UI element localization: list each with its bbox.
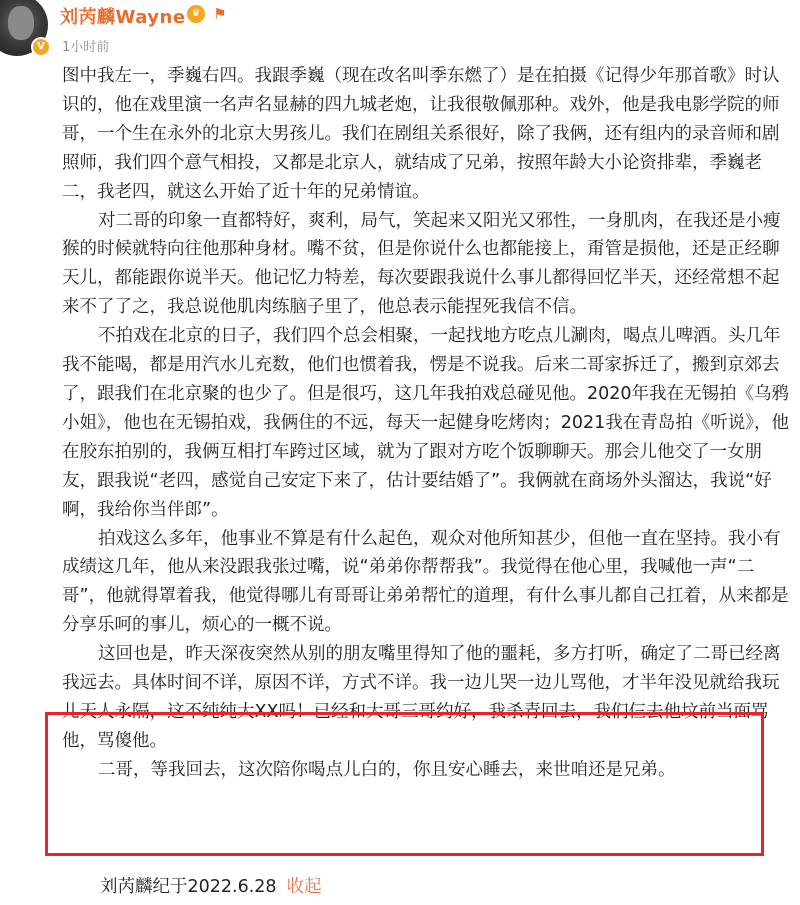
post-signature: 刘芮麟纪于2022.6.28 xyxy=(100,877,277,897)
vip-icon[interactable]: ♛ xyxy=(187,5,205,23)
post-paragraph-5: 这回也是，昨天深夜突然从别的朋友嘴里得知了他的噩耗，多方打听，确定了二哥已经离我远去。具体时间不详，原因不详，方式不详。我一边儿哭一边儿骂他，才半年没见就给我玩儿天人永隔，这不纯纯大XX吗！已经和大哥三哥约好，我杀青回去，我们仨去他坟前当面骂他，骂傻他。 xyxy=(62,644,781,751)
post-paragraph-2: 对二哥的印象一直都特好，爽利，局气，笑起来又阳光又邪性，一身肌肉，在我还是小瘦猴的时候就特向往他那种身材。嘴不贫，但是你说什么也都能接上，甭管是损他，还是正经聊天儿，都能跟你说半天。他记忆力特差，每次要跟我说什么事儿都得回忆半天，还经常想不起来不了了之，我总说他肌肉练脑子里了，他总表示能捏死我信不信。 xyxy=(62,210,781,318)
post-paragraph-4: 拍戏这么多年，他事业不算是有什么起色，观众对他所知甚少，但他一直在坚持。我小有成绩这几年，他从来没跟我张过嘴，说“弟弟你帮帮我”。我觉得在他心里，我喊他一声“二哥”，他就得罩着我，他觉得哪儿有哥哥让弟弟帮忙的道理，有什么事儿都自己扛着，从来都是分享乐呵的事儿，烦心的一概不说。 xyxy=(62,528,789,636)
avatar-face xyxy=(8,6,34,40)
username[interactable]: 刘芮麟Wayne xyxy=(60,7,186,28)
post-paragraph-1: 图中我左一，季巍右四。我跟季巍（现在改名叫季东燃了）是在拍摄《记得少年那首歌》时认识的，他在戏里演一名声名显赫的四九城老炮，让我很敬佩那种。戏外，他是我电影学院的师哥，一个生在永外的北京大男孩儿。我们在剧组关系很好，除了我俩，还有组内的录音师和剧照师，我们四个意气相投，又都是北京人，就结成了兄弟，按照年龄大小论资排辈，季巍老二，我老四，就这么开始了近十年的兄弟情谊。 xyxy=(62,66,780,202)
verified-icon: V xyxy=(31,37,51,57)
post-header xyxy=(0,0,800,62)
fan-badge-icon[interactable]: ⚑ xyxy=(213,5,227,23)
collapse-link[interactable]: 收起 xyxy=(286,877,322,897)
post-paragraph-6: 二哥，等我回去，这次陪你喝点儿白的，你且安心睡去，来世咱还是兄弟。 xyxy=(98,759,676,780)
post-paragraph-3: 不拍戏在北京的日子，我们四个总会相聚，一起找地方吃点儿涮肉，喝点儿啤酒。头几年我不能喝，都是用汽水儿充数，他们也惯着我，愣是不说我。后来二哥家拆迁了，搬到京郊去了，跟我们在北京聚的也少了。但是很巧，这几年我拍戏总碰见他。2020年我在无锡拍《乌鸦小姐》，他也在无锡拍戏，我俩住的不远，每天一起健身吃烤肉；2021我在青岛拍《听说》，他在胶东拍别的，我俩互相打车跨过区域，就为了跟对方吃个饭聊聊天。那会儿他交了一女朋友，跟我说“老四，感觉自己安定下来了，估计要结婚了”。我俩就在商场外头溜达，我说“好啊，我给你当伴郎”。 xyxy=(62,326,790,520)
post-signature-line xyxy=(100,873,322,901)
badge-icons xyxy=(187,3,229,25)
post-body xyxy=(62,62,792,785)
post-time[interactable]: 1小时前 xyxy=(62,40,110,55)
